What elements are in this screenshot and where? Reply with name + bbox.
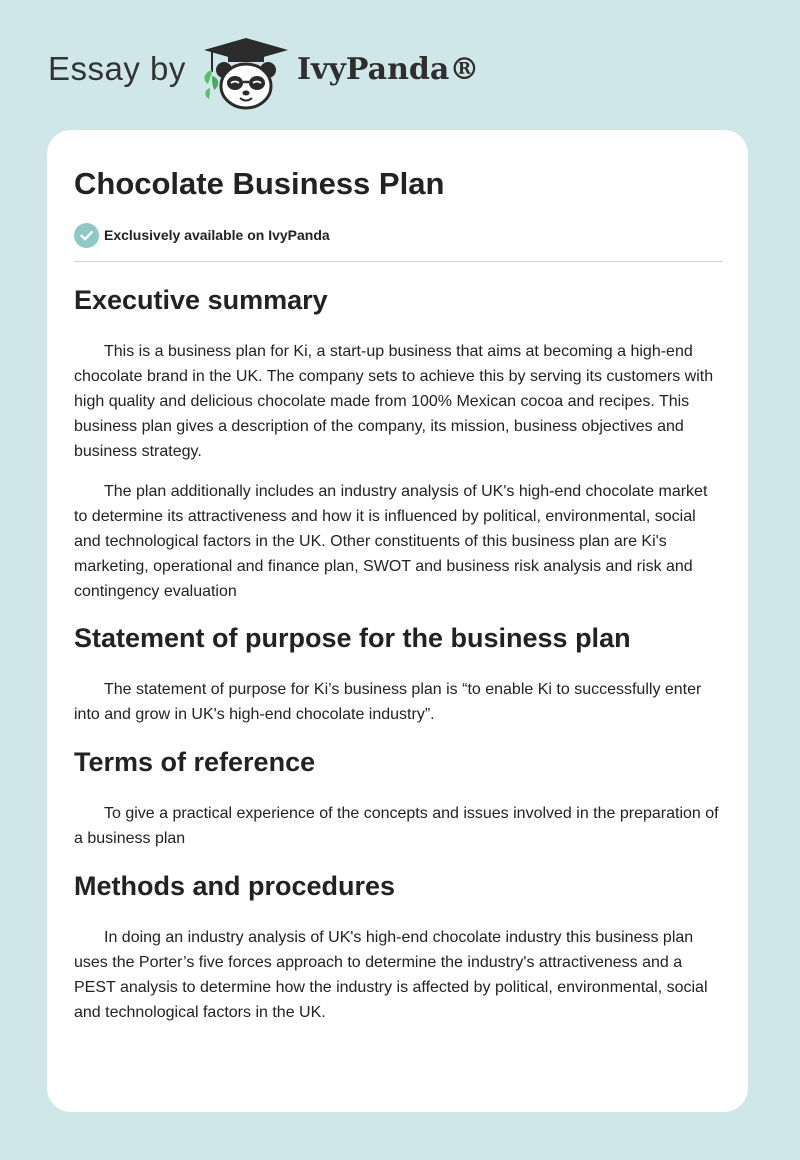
section-methods-and-procedures [74,866,723,1025]
paragraph: In doing an industry analysis of UK's high-end chocolate industry this business plan uses the Porter’s five forces approach to determine the industry's attractiveness and a PEST analysis to determine how the industry is affected by political, environmental, social and technological factors in the UK. [74,929,708,1021]
exclusive-badge [74,222,330,248]
paragraph: The statement of purpose for Ki’s business plan is “to enable Ki to successfully enter into and grow in UK's high-end chocolate industry”. [74,681,702,723]
section-heading: Executive summary [74,285,328,315]
section-terms-of-reference [74,742,723,851]
section-heading: Methods and procedures [74,871,396,901]
brand-name[interactable]: IvyPanda® [297,52,480,87]
essay-by-label: Essay by [48,50,186,87]
document-card [47,130,748,1112]
site-header [0,0,800,130]
paragraph: This is a business plan for Ki, a start-up business that aims at becoming a high-end chocolate brand in the UK. The company sets to achieve this by serving its customers with high quality and delicious chocolate made from 100% Mexican cocoa and recipes. This business plan gives a description of the company, its mission, business objectives and business strategy. [74,343,714,460]
badge-text: Exclusively available on IvyPanda [104,227,330,243]
document-body [74,280,723,1040]
panda-graduate-icon[interactable] [200,36,292,110]
check-circle-icon [74,223,99,248]
divider [74,261,723,262]
section-executive-summary [74,280,723,604]
paragraph: To give a practical experience of the concepts and issues involved in the preparation of a business plan [74,805,719,847]
section-heading: Terms of reference [74,747,316,777]
page-title: Chocolate Business Plan [74,166,445,201]
paragraph: The plan additionally includes an industry analysis of UK's high-end chocolate market to determine its attractiveness and how it is influenced by political, environmental, social and technological factors in the UK. Other constituents of this business plan are Ki's marketing, operational and finance plan, SWOT and business risk analysis and risk and contingency evaluation [74,483,708,600]
section-heading: Statement of purpose for the business plan [74,623,631,653]
section-statement-of-purpose [74,618,723,727]
